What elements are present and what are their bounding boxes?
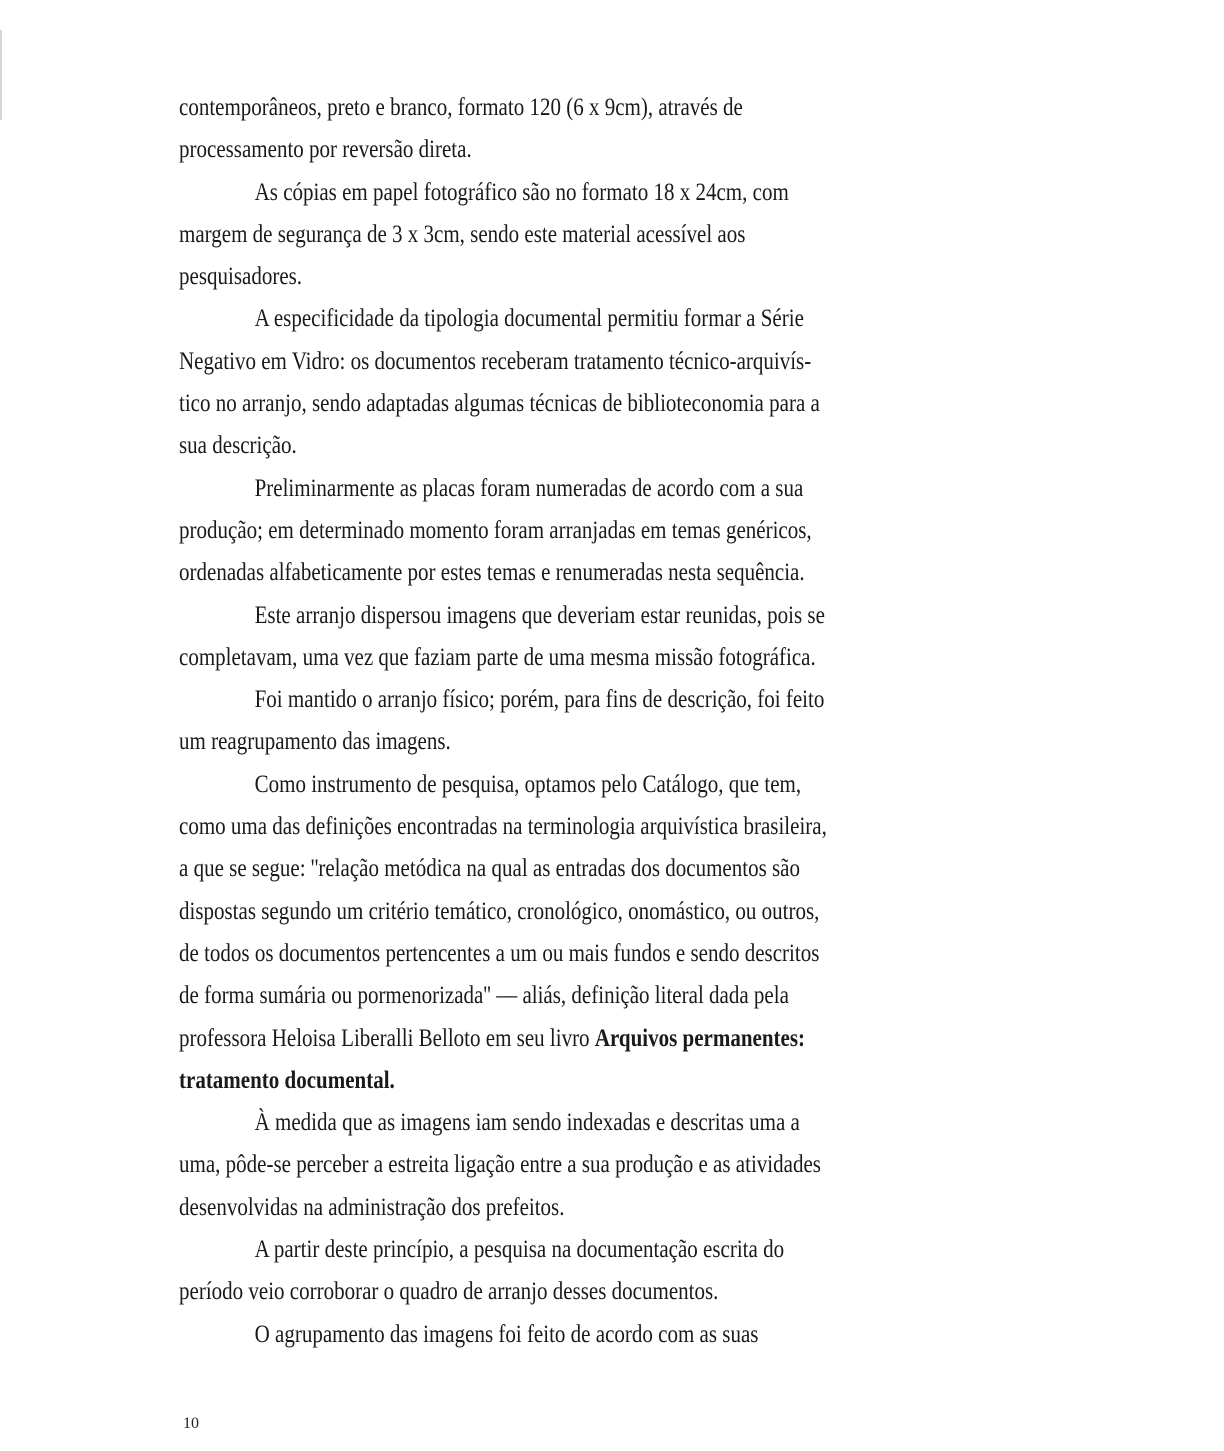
text-line: processamento por reversão direta. xyxy=(179,136,472,164)
text-line: dispostas segundo um critério temático, cronológico, onomástico, ou outros, xyxy=(179,897,820,925)
book-title-continued: tratamento documental. xyxy=(179,1066,395,1094)
paragraph-start-line: A especificidade da tipologia documental permitiu formar a Série xyxy=(254,305,804,333)
book-title: Arquivos permanentes: xyxy=(594,1024,806,1052)
paragraph-start-line: À medida que as imagens iam sendo indexadas e descritas uma a xyxy=(254,1109,800,1137)
text-line: Negativo em Vidro: os documentos receberam tratamento técnico-arquivís- xyxy=(179,347,812,375)
paragraph-start-line: Este arranjo dispersou imagens que deveriam estar reunidas, pois se xyxy=(254,601,825,629)
text-line: sua descrição. xyxy=(179,432,297,460)
text-line: pesquisadores. xyxy=(179,263,303,291)
text-line: tico no arranjo, sendo adaptadas algumas técnicas de biblioteconomia para a xyxy=(179,390,820,418)
paragraph-start-line: A partir deste princípio, a pesquisa na documentação escrita do xyxy=(254,1236,785,1264)
page-number: 10 xyxy=(183,1415,199,1432)
paragraph-start-line: O agrupamento das imagens foi feito de acordo com as suas xyxy=(254,1320,759,1348)
text-line: um reagrupamento das imagens. xyxy=(179,728,451,756)
paragraph-start-line: Como instrumento de pesquisa, optamos pelo Catálogo, que tem, xyxy=(254,770,802,798)
paragraph-start-line: Preliminarmente as placas foram numeradas de acordo com a sua xyxy=(254,474,804,502)
text-line: de forma sumária ou pormenorizada'' — aliás, definição literal dada pela xyxy=(179,982,789,1010)
paragraph-start-line: Foi mantido o arranjo físico; porém, para fins de descrição, foi feito xyxy=(254,686,825,714)
text-line: produção; em determinado momento foram arranjadas em temas genéricos, xyxy=(179,516,812,544)
text-line: de todos os documentos pertencentes a um ou mais fundos e sendo descritos xyxy=(179,939,820,967)
text-line: margem de segurança de 3 x 3cm, sendo este material acessível aos xyxy=(179,220,746,248)
text-line: contemporâneos, preto e branco, formato 120 (6 x 9cm), através de xyxy=(179,94,743,121)
scan-edge-shadow xyxy=(0,30,2,120)
text-line: a que se segue: ''relação metódica na qual as entradas dos documentos são xyxy=(179,855,801,883)
paragraph-start-line: As cópias em papel fotográfico são no formato 18 x 24cm, com xyxy=(254,178,789,206)
text-line: ordenadas alfabeticamente por estes temas e renumeradas nesta sequência. xyxy=(179,559,805,587)
page-body xyxy=(179,87,939,1356)
text-line: completavam, uma vez que faziam parte de uma mesma missão fotográfica. xyxy=(179,643,816,671)
text-line: período veio corroborar o quadro de arranjo desses documentos. xyxy=(179,1278,719,1306)
text-line: uma, pôde-se perceber a estreita ligação entre a sua produção e as atividades xyxy=(179,1151,821,1179)
text-segment: professora Heloisa Liberalli Belloto em seu livro xyxy=(179,1024,595,1052)
text-line: como uma das definições encontradas na terminologia arquivística brasileira, xyxy=(179,813,827,841)
text-line xyxy=(179,1018,817,1060)
text-line: desenvolvidas na administração dos prefeitos. xyxy=(179,1193,565,1221)
